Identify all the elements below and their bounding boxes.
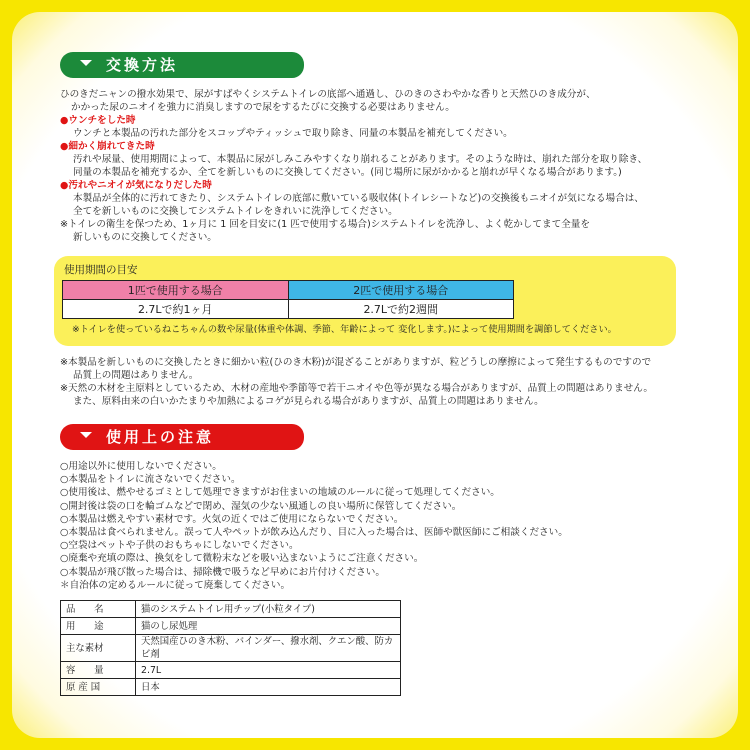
item-line: 本製品が全体的に汚れてきたり、システムトイレの底部に敷いている吸収体(トイレシートなど)の交換後もニオイが気になる場合は、: [73, 193, 644, 204]
hygiene-line: ※トイレの衛生を保つため、1ヶ月に 1 回を目安に(1 匹で使用する場合)システムトイレを洗浄し、よく乾かしてまて全量を: [60, 219, 590, 230]
spec-row: [61, 679, 401, 696]
spec-label: 用 途: [61, 618, 136, 635]
hygiene-line: 新しいものに交換してください。: [73, 232, 217, 243]
note-line: また、原料由来の白いかたまりや加熱によるコゲが見られる場合がありますが、品質上の問題はありません。: [73, 396, 544, 407]
item-line: ウンチと本製品の汚れた部分をスコップやティッシュで取り除き、同量の本製品を補充してください。: [73, 128, 513, 139]
spec-label: 主な素材: [61, 635, 136, 662]
item-line: 同量の本製品を補充するか、全てを新しいものに交換してください。(同じ場所に尿がかかると崩れが早くなる場合があります。): [73, 167, 622, 178]
caution-item: ○本製品をトイレに流さないでください。: [60, 474, 241, 486]
content: [60, 52, 700, 696]
caution-item: ○用途以外に使用しないでください。: [60, 461, 222, 472]
spec-row: [61, 662, 401, 679]
caution-section-tab: [60, 424, 304, 450]
tab-arrow-icon: [80, 432, 92, 438]
spec-value: 日本: [136, 679, 401, 696]
intro-line: かかった尿のニオイを強力に消臭しますので尿をするたびに交換する必要はありません。: [71, 102, 455, 113]
caution-item: ○使用後は、燃やせるゴミとして処理できますがお住まいの地域のルールに従って処理してください。: [60, 487, 500, 499]
spec-value: 2.7L: [136, 662, 401, 679]
note-line: 品質上の問題はありません。: [73, 370, 199, 381]
exchange-body: [60, 88, 700, 244]
item-line: 汚れや尿量、使用期間によって、本製品に尿がしみこみやすくなり崩れることがあります。そのような時は、崩れた部分を取り除き、: [73, 154, 648, 165]
intro-line: ひのきだニャンの撥水効果で、尿がすばやくシステムトイレの底部へ通過し、ひのきのさわやかな香りと天然ひのき成分が、: [60, 89, 596, 100]
caution-item: ○開封後は袋の口を輪ゴムなどで閉め、湿気の少ない風通しの良い場所に保管してください。: [60, 500, 462, 512]
spec-label: 原 産 国: [61, 679, 136, 696]
item-line: 全てを新しいものに交換してシステムトイレをきれいに洗浄してください。: [73, 206, 398, 217]
usage-table: [62, 280, 514, 319]
caution-item: ○本製品は食べられません。誤って人やペットが飲み込んだり、目に入った場合は、医師や獣医師にご相談ください。: [60, 527, 568, 539]
spec-table: [60, 600, 401, 696]
usage-period-box: [54, 256, 676, 346]
note-line: ※天然の木材を主原料としているため、木材の産地や季節等で若干ニオイや色等が異なる場合がありますが、品質上の問題はありません。: [60, 383, 653, 394]
note-line: ※本製品を新しいものに交換したときに細かい粒(ひのき木粉)が混ざることがありますが、粒どうしの摩擦によって発生するものですので: [60, 357, 652, 368]
tab-arrow-icon: [80, 60, 92, 66]
notes: [60, 356, 700, 408]
exchange-section-tab: [60, 52, 304, 78]
spec-value: 猫のシステムトイレ用チップ(小粒タイプ): [136, 601, 401, 618]
usage-value-two-cats: 2.7Lで約2週間: [288, 300, 514, 319]
caution-item: ＊自治体の定めるルールに従って廃棄してください。: [60, 579, 291, 591]
caution-item: ○廃棄や充填の際は、換気をして微粉末などを吸い込まないようにご注意ください。: [60, 553, 424, 565]
caution-section: [60, 424, 700, 592]
spec-value: 天然国産ひのき木粉、バインダー、撥水剤、クエン酸、防カビ剤: [136, 635, 401, 662]
usage-header-one-cat: 1匹で使用する場合: [63, 281, 289, 300]
usage-title: 使用期間の目安: [64, 264, 138, 276]
exchange-title: 交換方法: [106, 56, 179, 74]
spec-label: 容 量: [61, 662, 136, 679]
usage-header-two-cats: 2匹で使用する場合: [288, 281, 514, 300]
item-heading: ●細かく崩れてきた時: [60, 141, 155, 152]
usage-note: ※トイレを使っているねこちゃんの数や尿量(体重や体調、季節、年齢によって 変化します。)によって使用期間を調節してください。: [72, 324, 617, 335]
caution-list: [60, 460, 700, 592]
caution-item: ○本製品が飛び散った場合は、掃除機で吸うなど早めにお片付けください。: [60, 566, 385, 578]
spec-label: 品 名: [61, 601, 136, 618]
caution-item: ○空袋はペットや子供のおもちゃにしないでください。: [60, 540, 299, 552]
spec-value: 猫のし尿処理: [136, 618, 401, 635]
spec-row: [61, 618, 401, 635]
spec-row: [61, 601, 401, 618]
spec-row: [61, 635, 401, 662]
item-heading: ●ウンチをした時: [60, 115, 136, 126]
usage-value-one-cat: 2.7Lで約1ヶ月: [63, 300, 289, 319]
caution-title: 使用上の注意: [106, 428, 215, 446]
item-heading: ●汚れやニオイが気になりだした時: [60, 180, 212, 191]
caution-item: ○本製品は燃えやすい素材です。火気の近くではご使用にならないでください。: [60, 513, 404, 525]
